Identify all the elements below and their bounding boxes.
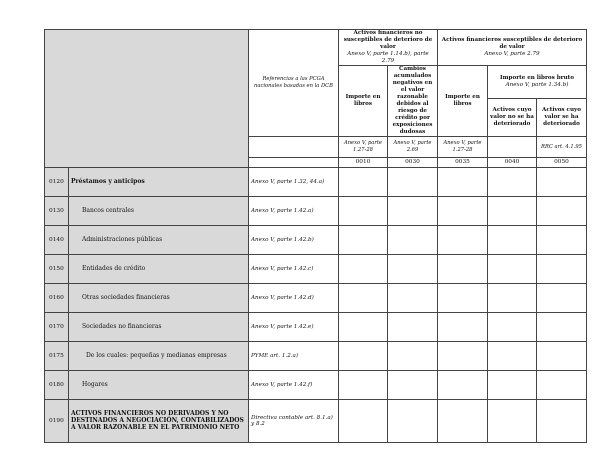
value-cell[interactable] [438, 254, 488, 283]
col-ref-0040 [488, 136, 537, 157]
col-code-0040: 0040 [488, 157, 537, 167]
ref-header-blank [249, 136, 339, 157]
row-reference: Directiva contable art. 8.1.a) y 8.2 [249, 399, 339, 442]
col-code-0050: 0050 [537, 157, 587, 167]
value-cell[interactable] [339, 196, 388, 225]
value-cell[interactable] [537, 225, 587, 254]
value-cell[interactable] [388, 370, 438, 399]
bruto-ref: Anexo V, parte 1.34.b) [505, 82, 569, 89]
value-cell[interactable] [537, 254, 587, 283]
bruto-title: Importe en libros bruto [500, 75, 574, 82]
row-label: ACTIVOS FINANCIEROS NO DERIVADOS Y NO DESTINADOS A NEGOCIACIÓN, CONTABILIZADOS A VALOR RAZONABLE EN EL PATRIMONIO NETO [69, 399, 249, 442]
row-code: 0175 [45, 341, 69, 370]
row-label: De los cuales: pequeñas y medianas empresas [69, 341, 249, 370]
table-row [45, 283, 587, 312]
group2-title: Activos financieros susceptibles de deterioro de valor [441, 36, 583, 50]
financial-assets-table [44, 29, 587, 443]
table-row [45, 196, 587, 225]
value-cell[interactable] [537, 399, 587, 442]
value-cell[interactable] [339, 167, 388, 196]
row-code: 0130 [45, 196, 69, 225]
value-cell[interactable] [537, 312, 587, 341]
value-cell[interactable] [339, 254, 388, 283]
value-cell[interactable] [438, 225, 488, 254]
row-reference: PYME art. 1.2.a) [249, 341, 339, 370]
col-cambios-acumulados: Cambios acumulados negativos en el valor razonable debidos al riesgo de crédito por exposiciones dudosas [388, 65, 438, 136]
value-cell[interactable] [488, 254, 537, 283]
group1-header [339, 30, 438, 66]
row-label: Entidades de crédito [69, 254, 249, 283]
value-cell[interactable] [388, 341, 438, 370]
value-cell[interactable] [488, 341, 537, 370]
group2-header [438, 30, 587, 66]
col-ref-0050: RRC art. 4.1.95 [537, 136, 587, 157]
row-label: Hogares [69, 370, 249, 399]
table-row [45, 341, 587, 370]
row-label: Administraciones públicas [69, 225, 249, 254]
value-cell[interactable] [339, 312, 388, 341]
col-ref-0035: Anexo V, parte 1.27-28 [438, 136, 488, 157]
table-row [45, 254, 587, 283]
group2-ref: Anexo V, parte 2.79 [484, 50, 540, 57]
ref-column-title: Referencias a las PCGA nacionales basadas en la DCB [249, 30, 339, 137]
row-reference: Anexo V, parte 1.32, 44.a) [249, 167, 339, 196]
value-cell[interactable] [388, 167, 438, 196]
value-cell[interactable] [488, 283, 537, 312]
value-cell[interactable] [488, 370, 537, 399]
table-row [45, 225, 587, 254]
row-label: Préstamos y anticipos [69, 167, 249, 196]
value-cell[interactable] [388, 196, 438, 225]
value-cell[interactable] [339, 399, 388, 442]
col-importe-libros-2: Importe en libros [438, 65, 488, 136]
row-label: Otras sociedades financieras [69, 283, 249, 312]
col-ref-0010: Anexo V, parte 1.27-28 [339, 136, 388, 157]
value-cell[interactable] [438, 196, 488, 225]
bruto-header [488, 65, 587, 99]
value-cell[interactable] [388, 225, 438, 254]
table-row [45, 399, 587, 442]
value-cell[interactable] [488, 167, 537, 196]
value-cell[interactable] [438, 167, 488, 196]
table-row [45, 167, 587, 196]
row-reference: Anexo V, parte 1.42.b) [249, 225, 339, 254]
value-cell[interactable] [488, 196, 537, 225]
row-reference: Anexo V, parte 1.42.e) [249, 312, 339, 341]
row-code: 0140 [45, 225, 69, 254]
row-reference: Anexo V, parte 1.42.a) [249, 196, 339, 225]
row-code: 0180 [45, 370, 69, 399]
table-row [45, 370, 587, 399]
table-row [45, 312, 587, 341]
value-cell[interactable] [339, 370, 388, 399]
row-reference: Anexo V, parte 1.42.f) [249, 370, 339, 399]
value-cell[interactable] [388, 312, 438, 341]
group1-title: Activos financieros no susceptibles de deterioro de valor [343, 30, 433, 50]
col-deteriorado: Activos cuyo valor se ha deteriorado [537, 99, 587, 136]
row-label: Sociedades no financieras [69, 312, 249, 341]
value-cell[interactable] [438, 341, 488, 370]
value-cell[interactable] [537, 196, 587, 225]
value-cell[interactable] [438, 283, 488, 312]
row-reference: Anexo V, parte 1.42.c) [249, 254, 339, 283]
col-ref-0030: Anexo V, parte 2.69 [388, 136, 438, 157]
code-header-blank [249, 157, 339, 167]
group1-ref: Anexo V, parte 1.14.b), parte 2.79 [347, 50, 429, 64]
row-reference: Anexo V, parte 1.42.d) [249, 283, 339, 312]
row-code: 0150 [45, 254, 69, 283]
corner-blank-cell [45, 30, 249, 168]
row-code: 0190 [45, 399, 69, 442]
row-code: 0170 [45, 312, 69, 341]
value-cell[interactable] [339, 283, 388, 312]
value-cell[interactable] [388, 254, 438, 283]
value-cell[interactable] [339, 225, 388, 254]
row-code: 0120 [45, 167, 69, 196]
col-code-0035: 0035 [438, 157, 488, 167]
value-cell[interactable] [537, 370, 587, 399]
col-code-0030: 0030 [388, 157, 438, 167]
value-cell[interactable] [339, 341, 388, 370]
value-cell[interactable] [438, 399, 488, 442]
col-code-0010: 0010 [339, 157, 388, 167]
col-importe-libros: Importe en libros [339, 65, 388, 136]
value-cell[interactable] [488, 312, 537, 341]
row-label: Bancos centrales [69, 196, 249, 225]
value-cell[interactable] [537, 341, 587, 370]
value-cell[interactable] [388, 399, 438, 442]
col-no-deteriorado: Activos cuyo valor no se ha deteriorado [488, 99, 537, 136]
value-cell[interactable] [537, 167, 587, 196]
value-cell[interactable] [438, 312, 488, 341]
value-cell[interactable] [537, 283, 587, 312]
value-cell[interactable] [488, 225, 537, 254]
row-code: 0160 [45, 283, 69, 312]
value-cell[interactable] [488, 399, 537, 442]
value-cell[interactable] [438, 370, 488, 399]
value-cell[interactable] [388, 283, 438, 312]
